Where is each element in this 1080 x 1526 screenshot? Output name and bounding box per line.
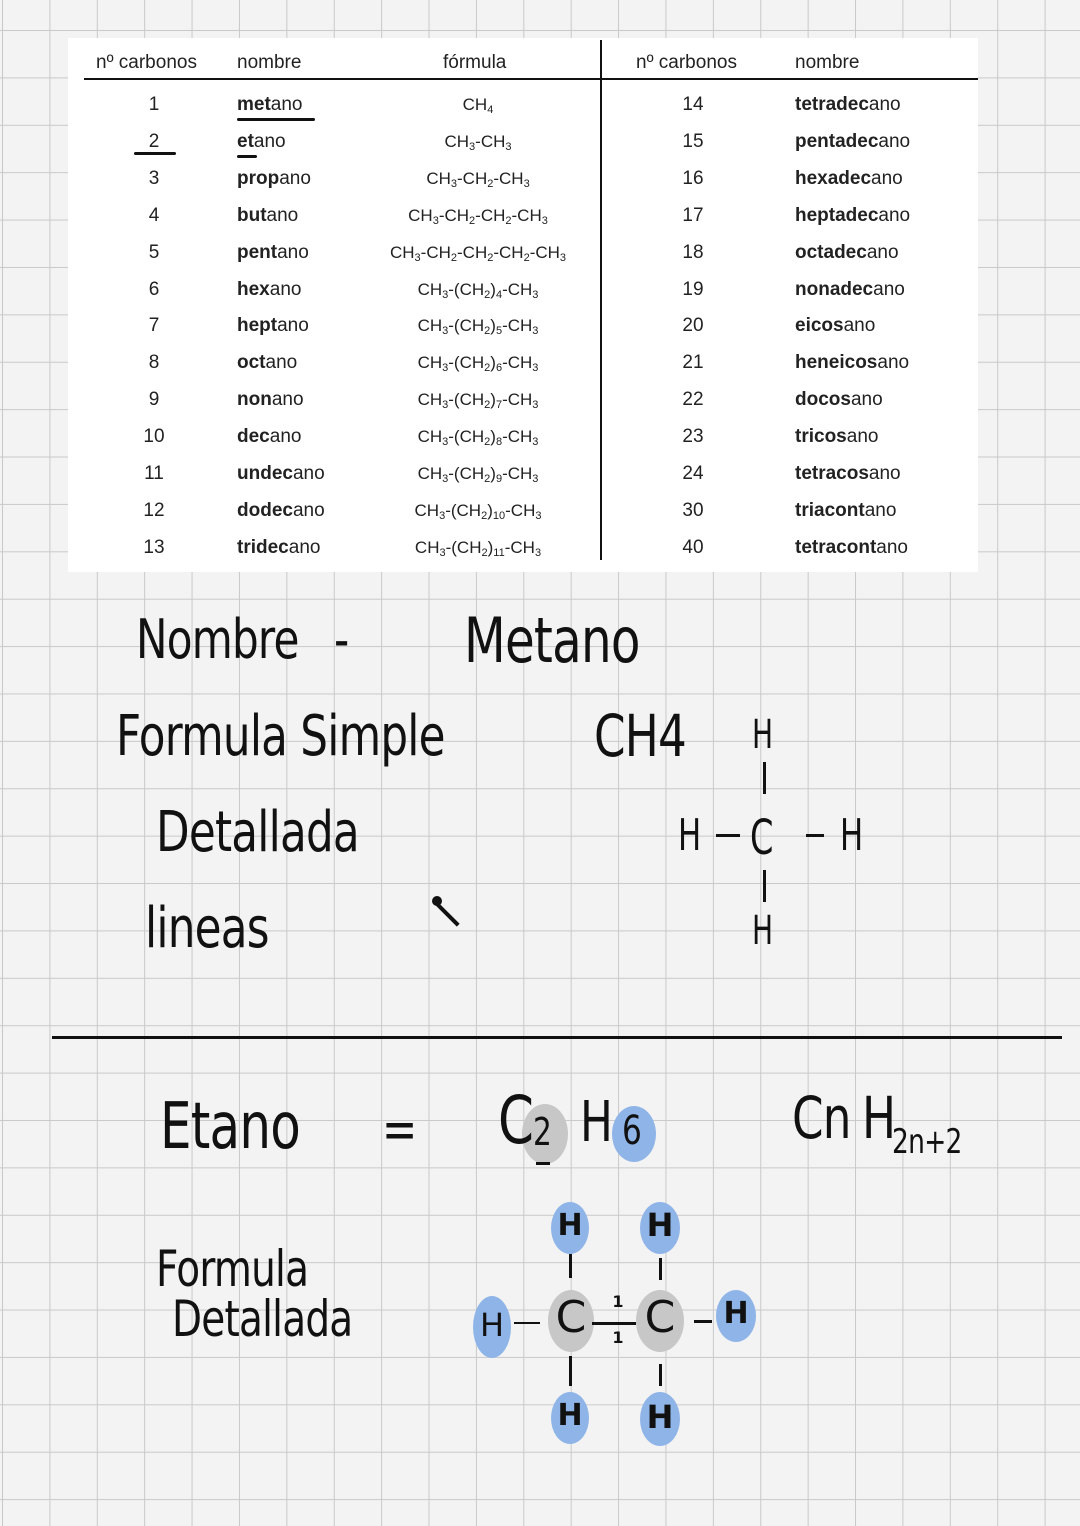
left-alkane-name: [237, 242, 309, 264]
left-carbon-count: 6: [148, 278, 160, 300]
right-carbon-count: 19: [682, 278, 704, 300]
name-root: pent: [237, 241, 278, 263]
left-alkane-name: [237, 463, 325, 485]
left-alkane-name: [237, 168, 311, 190]
name-suffix: ano: [876, 536, 908, 558]
ethane-c2: C: [644, 1292, 676, 1343]
name-root: nonadec: [795, 278, 874, 300]
right-alkane-name: [795, 205, 910, 227]
right-alkane-name: [795, 426, 878, 448]
name-suffix: ano: [843, 315, 876, 337]
header-right-carbon-count: nº carbonos: [636, 52, 737, 73]
name-root: hex: [237, 278, 270, 300]
name-root: heptadec: [795, 204, 879, 226]
left-alkane-name: [237, 205, 298, 227]
note-general-c: Cn: [792, 1084, 851, 1152]
note-formula-detallada-line1: Formula: [156, 1240, 309, 1298]
left-carbon-count: 9: [148, 389, 160, 411]
name-root: tetradec: [795, 94, 869, 115]
right-alkane-name: [795, 94, 901, 116]
name-root: oct: [237, 352, 266, 374]
name-root: met: [237, 94, 271, 115]
name-suffix: ano: [873, 278, 905, 300]
note-etano-h-sub: 6: [622, 1108, 642, 1154]
left-formula: $CH_3-CH_2-CH_2-CH_2-CH_3$: [389, 242, 567, 264]
note-etano-c-sub: 2: [533, 1110, 552, 1154]
name-root: pentadec: [795, 130, 879, 152]
right-alkane-name: [795, 389, 883, 411]
right-carbon-count: 30: [682, 499, 704, 521]
right-carbon-count: 17: [682, 204, 704, 226]
name-root: et: [237, 130, 254, 152]
ethane-bond-c1-bottom: [569, 1356, 572, 1386]
left-alkane-name: [237, 500, 325, 522]
note-equals: =: [382, 1098, 417, 1161]
left-alkane-name: [237, 426, 301, 448]
ethane-h-top-2: H: [646, 1206, 674, 1244]
name-root: tricos: [795, 426, 847, 448]
name-root: hexadec: [795, 167, 872, 189]
ethane-h-right: H: [723, 1296, 749, 1331]
note-etano-label: Etano: [160, 1090, 300, 1164]
name-suffix: ano: [270, 94, 303, 115]
name-root: dodec: [237, 499, 293, 521]
ethane-h-bottom-1: H: [557, 1398, 583, 1433]
left-formula: $CH_3-(CH_2)_{10}-CH_3$: [414, 500, 542, 522]
right-alkane-name: [795, 279, 905, 301]
header-left-formula: fórmula: [443, 52, 507, 73]
right-carbon-count: 22: [682, 389, 704, 411]
ethane-bond-c2-bottom: [659, 1364, 662, 1386]
right-carbon-count: 16: [682, 167, 704, 189]
header-left-name: nombre: [237, 52, 302, 73]
right-carbon-count: 14: [682, 94, 704, 115]
name-root: eicos: [795, 315, 844, 337]
left-alkane-name: [237, 131, 286, 153]
name-suffix: ano: [266, 204, 299, 226]
left-formula: $CH_3-(CH_2)_6-CH_3$: [417, 353, 539, 375]
ethane-bond-c2-top: [659, 1258, 662, 1280]
right-alkane-name: [795, 131, 910, 153]
name-root: but: [237, 204, 267, 226]
left-carbon-count: 8: [148, 352, 160, 374]
name-root: tetracos: [795, 463, 869, 484]
methane-h-bottom: H: [752, 908, 774, 954]
name-suffix: ano: [864, 499, 897, 521]
name-suffix: ano: [866, 241, 899, 263]
name-suffix: ano: [277, 241, 309, 263]
name-suffix: ano: [265, 352, 298, 374]
left-alkane-name: [237, 279, 301, 301]
note-formula-simple-label: Formula Simple: [116, 704, 445, 769]
left-formula: $CH_3-(CH_2)_7-CH_3$: [417, 390, 539, 412]
left-alkane-name: [237, 352, 297, 374]
right-carbon-count: 20: [682, 315, 704, 337]
left-carbon-count: 12: [143, 499, 165, 521]
methane-bond-top: [763, 762, 766, 794]
name-root: heneicos: [795, 352, 878, 374]
name-suffix: ano: [868, 94, 901, 115]
methane-h-top: H: [752, 712, 774, 758]
right-carbon-count: 40: [682, 536, 704, 558]
left-carbon-count: 7: [148, 315, 160, 337]
methane-h-left: H: [678, 810, 702, 861]
note-detallada-label: Detallada: [156, 800, 359, 865]
name-root: tridec: [237, 536, 289, 558]
right-carbon-count: 23: [682, 426, 704, 448]
right-alkane-name: [795, 242, 899, 264]
note-ch4: CH4: [594, 702, 687, 770]
methane-bond-left: [716, 834, 740, 837]
left-formula: $CH_3-(CH_2)_9-CH_3$: [417, 464, 539, 485]
pen-underline-c-sub: [536, 1162, 550, 1165]
left-carbon-count: 2: [148, 130, 160, 152]
methane-bond-bottom: [763, 870, 766, 902]
left-alkane-name: [237, 389, 304, 411]
left-alkane-name: [237, 315, 309, 337]
name-suffix: ano: [269, 426, 302, 448]
left-carbon-count: 13: [143, 536, 165, 558]
name-root: undec: [237, 463, 293, 484]
name-suffix: ano: [279, 167, 311, 189]
name-suffix: ano: [269, 278, 302, 300]
note-etano-c: C: [498, 1082, 534, 1159]
right-carbon-count: 15: [682, 130, 704, 152]
methane-h-right: H: [840, 810, 864, 861]
ethane-bond-c-c: [592, 1322, 636, 1325]
ethane-h-bottom-2: H: [646, 1398, 674, 1436]
left-alkane-name: [237, 94, 303, 116]
note-general-h-sub: 2n+2: [892, 1122, 962, 1162]
right-alkane-name: [795, 500, 896, 522]
ethane-bond-left: [514, 1322, 540, 1324]
ethane-h-left: H: [479, 1306, 505, 1344]
note-metano: Metano: [464, 604, 640, 677]
left-formula: $CH_4$: [462, 95, 494, 116]
note-nombre-label: Nombre: [136, 608, 299, 671]
methane-bond-right: [806, 834, 824, 837]
name-suffix: ano: [277, 315, 309, 337]
name-root: prop: [237, 167, 280, 189]
name-suffix: ano: [253, 130, 286, 152]
ethane-bond-mark-bottom: 1: [612, 1328, 624, 1347]
name-root: dec: [237, 426, 270, 448]
name-suffix: ano: [850, 389, 883, 411]
name-suffix: ano: [878, 130, 911, 152]
name-suffix: ano: [868, 463, 901, 484]
name-root: non: [237, 389, 272, 411]
left-formula: $CH_3-(CH_2)_5-CH_3$: [417, 316, 539, 338]
ethane-bond-mark-top: 1: [612, 1292, 624, 1311]
name-root: triacont: [795, 499, 865, 521]
left-formula: $CH_3-(CH_2)_{11}-CH_3$: [414, 537, 542, 559]
left-formula: $CH_3-(CH_2)_8-CH_3$: [417, 427, 539, 449]
right-alkane-name: [795, 315, 875, 337]
ethane-bond-c1-top: [569, 1254, 572, 1278]
name-suffix: ano: [292, 499, 325, 521]
right-carbon-count: 18: [682, 241, 704, 263]
header-right-name: nombre: [795, 52, 860, 73]
pen-stroke: [436, 903, 460, 927]
left-carbon-count: 3: [148, 167, 160, 189]
right-alkane-name: [795, 168, 903, 190]
header-left-carbon-count: nº carbonos: [96, 52, 197, 73]
right-alkane-name: [795, 537, 908, 559]
name-suffix: ano: [877, 352, 910, 374]
left-formula: $CH_3-(CH_2)_4-CH_3$: [417, 279, 539, 301]
ethane-bond-right: [694, 1320, 712, 1323]
right-alkane-name: [795, 352, 909, 374]
section-separator: [52, 1036, 1062, 1039]
left-carbon-count: 10: [143, 426, 165, 448]
right-carbon-count: 24: [682, 463, 704, 484]
name-root: docos: [795, 389, 851, 411]
name-root: hept: [237, 315, 278, 337]
name-root: tetracont: [795, 536, 877, 558]
right-alkane-name: [795, 463, 901, 485]
name-suffix: ano: [288, 536, 321, 558]
left-carbon-count: 11: [144, 463, 164, 484]
name-root: octadec: [795, 241, 867, 263]
note-lineas-label: lineas: [145, 896, 269, 961]
right-carbon-count: 21: [682, 352, 704, 374]
left-carbon-count: 1: [148, 94, 160, 115]
ethane-h-top-1: H: [557, 1208, 583, 1243]
name-suffix: ano: [846, 426, 879, 448]
left-carbon-count: 4: [148, 204, 160, 226]
name-suffix: ano: [292, 463, 325, 484]
alkane-table: [68, 38, 978, 572]
left-formula: $CH_3-CH_2-CH_3$: [426, 168, 530, 190]
ethane-c1: C: [555, 1292, 587, 1343]
note-formula-detallada-line2: Detallada: [172, 1290, 353, 1348]
left-formula: $CH_3-CH_3$: [444, 131, 512, 153]
note-etano-h: H: [580, 1090, 613, 1155]
name-suffix: ano: [871, 167, 903, 189]
note-general-h: H: [862, 1084, 896, 1152]
name-suffix: ano: [878, 204, 911, 226]
left-alkane-name: [237, 537, 320, 559]
header-divider: [84, 78, 978, 80]
methane-c: C: [750, 810, 774, 866]
note-dash: -: [334, 608, 349, 671]
name-suffix: ano: [271, 389, 304, 411]
left-carbon-count: 5: [148, 241, 160, 263]
pen-underline-metano: [237, 118, 315, 121]
pen-underline-two: [134, 152, 176, 155]
pen-underline-etano: [237, 155, 257, 158]
left-formula: $CH_3-CH_2-CH_2-CH_3$: [408, 205, 548, 227]
